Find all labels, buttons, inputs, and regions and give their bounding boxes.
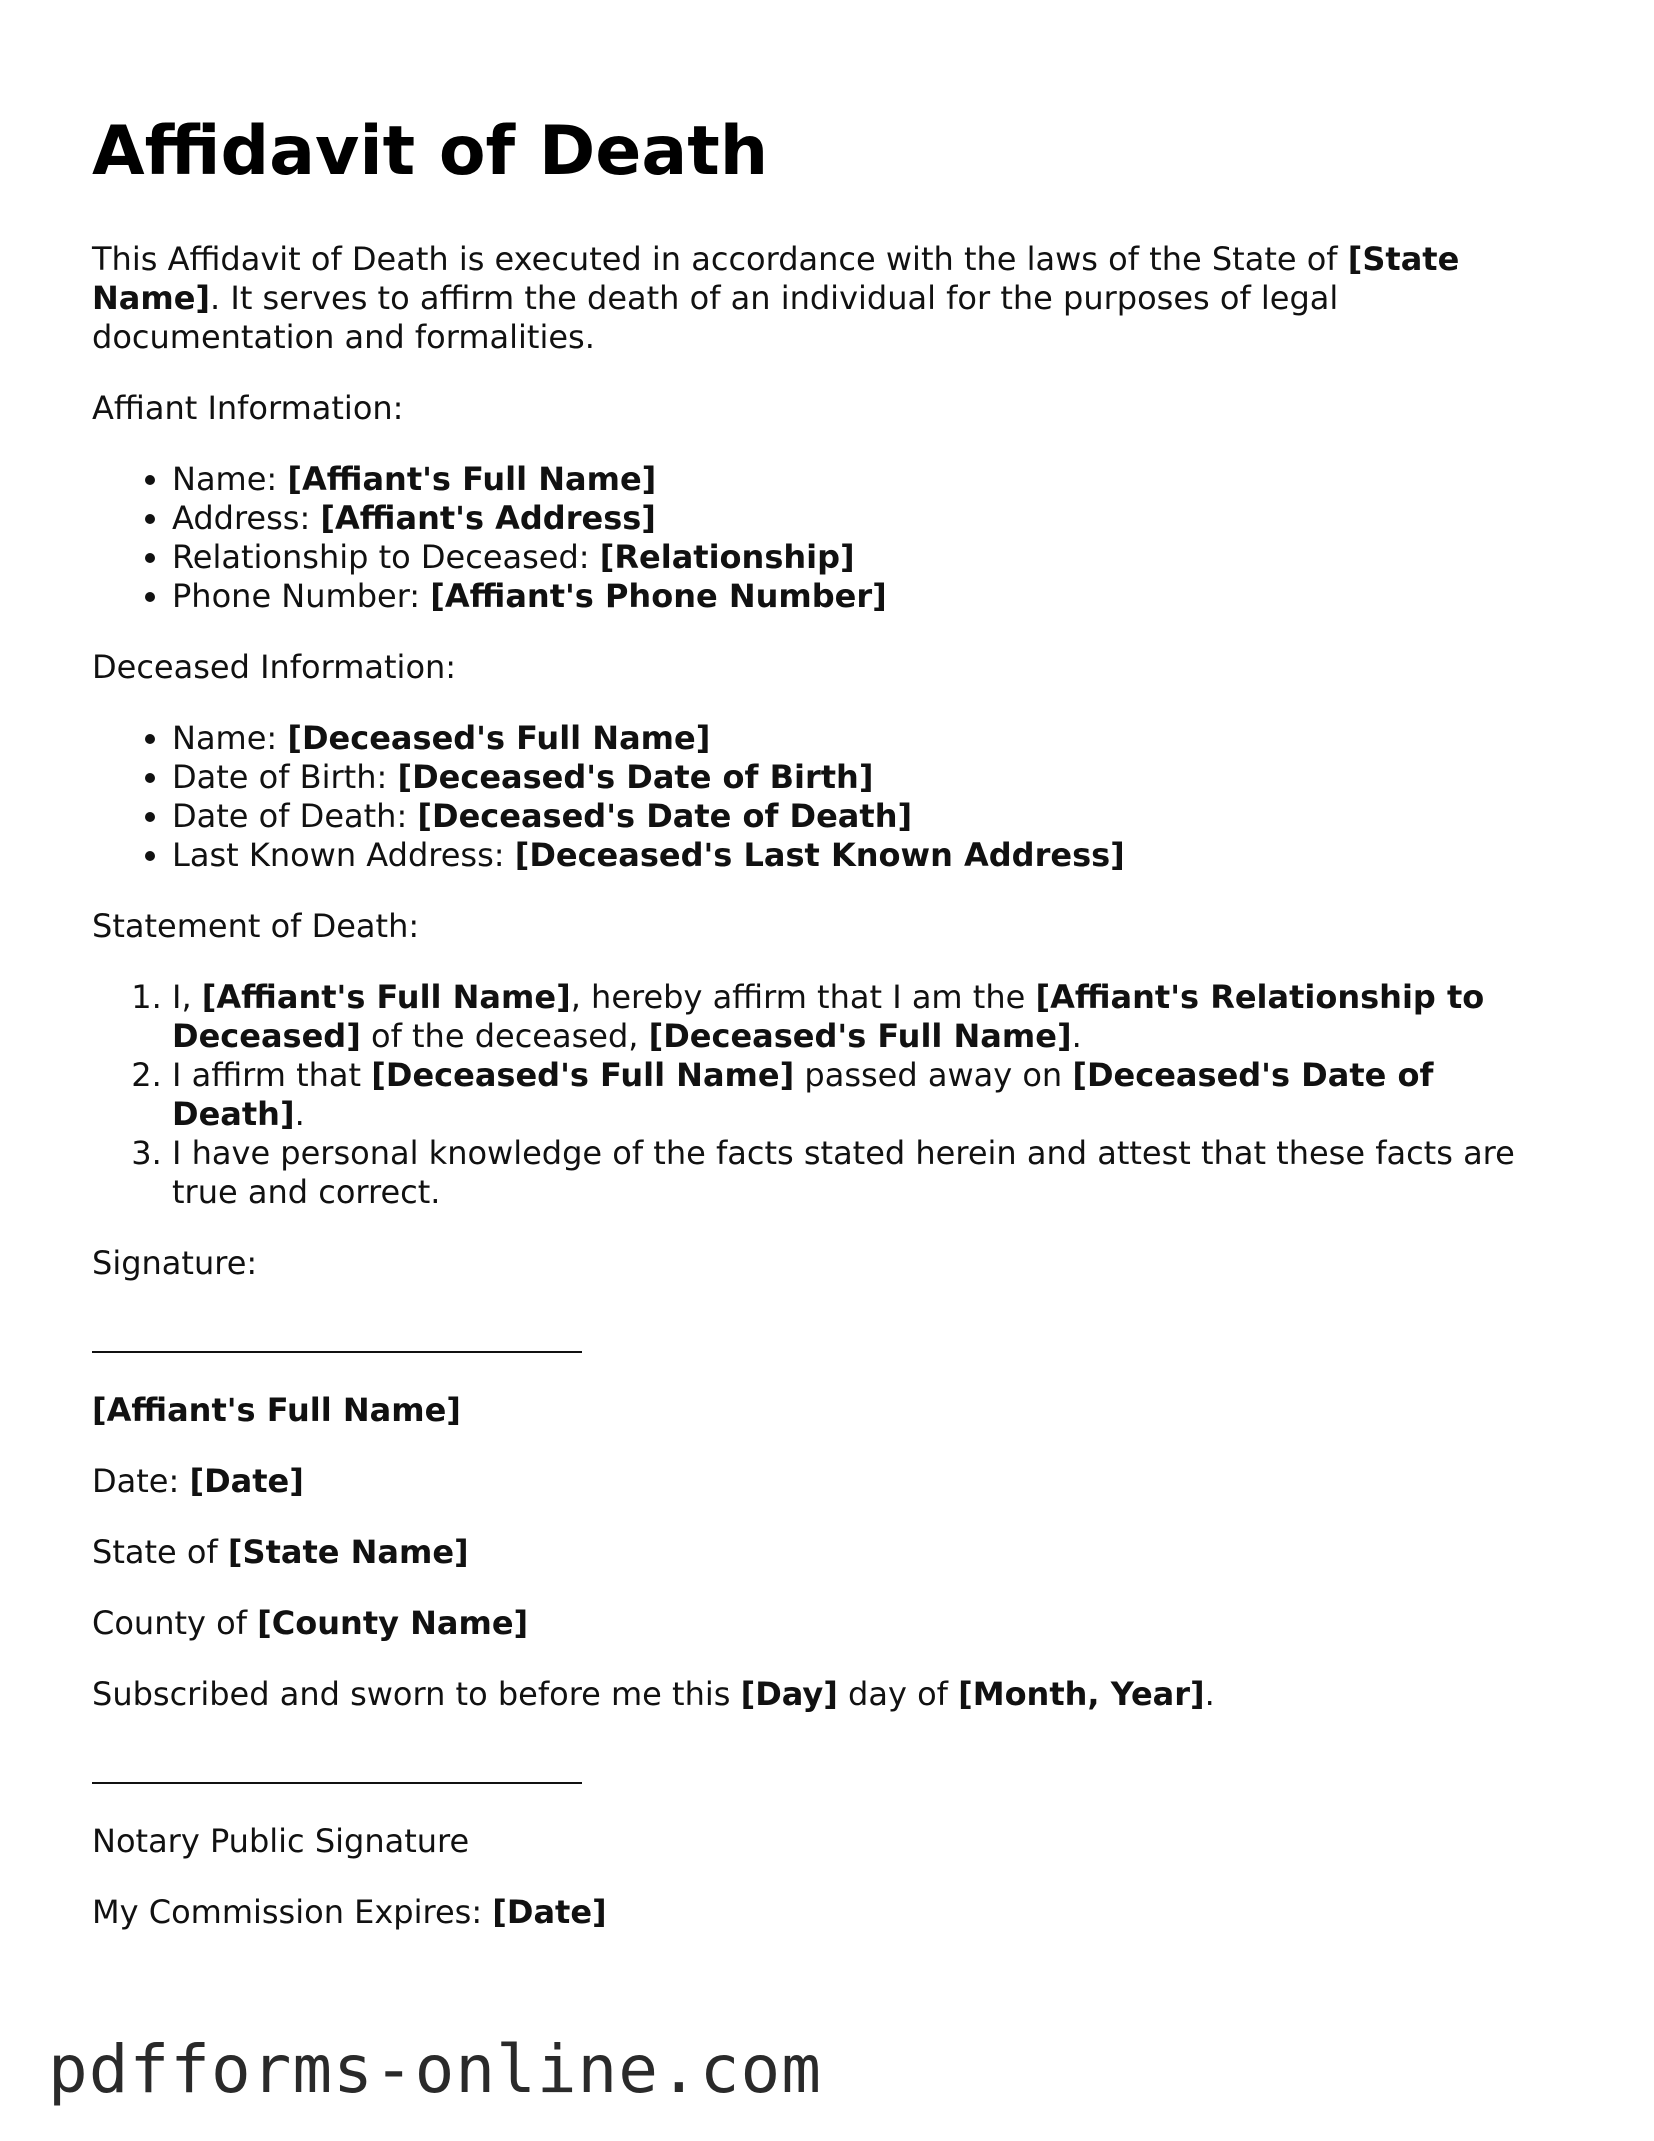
- affiant-signature-line[interactable]: [92, 1351, 582, 1353]
- deceased-address-item: • Last Known Address: [Deceased's Last Known Address]: [172, 836, 1562, 875]
- deceased-death-item: • Date of Death: [Deceased's Date of Death]: [172, 797, 1562, 836]
- statement-heading: Statement of Death:: [92, 907, 420, 945]
- statement-item-3: 3. I have personal knowledge of the facts stated herein and attest that these facts are true and correct.: [172, 1134, 1562, 1212]
- county-line: County of [County Name]: [92, 1604, 529, 1642]
- deceased-list: [92, 719, 1562, 875]
- statement-item-2: 2. I affirm that [Deceased's Full Name] passed away on [Deceased's Date of Death].: [172, 1056, 1562, 1134]
- intro-paragraph: [92, 240, 1562, 357]
- affiant-name-item: • Name: [Affiant's Full Name]: [172, 460, 1562, 499]
- statement-list: [92, 978, 1562, 1212]
- affiant-list: [92, 460, 1562, 616]
- affiant-address-item: • Address: [Affiant's Address]: [172, 499, 1562, 538]
- state-line: State of [State Name]: [92, 1533, 469, 1571]
- commission-expires: My Commission Expires: [Date]: [92, 1893, 607, 1931]
- deceased-birth-item: • Date of Birth: [Deceased's Date of Birth]: [172, 758, 1562, 797]
- signature-heading: Signature:: [92, 1244, 258, 1282]
- affiant-relationship-item: • Relationship to Deceased: [Relationship]: [172, 538, 1562, 577]
- signature-date: Date: [Date]: [92, 1462, 304, 1500]
- notary-signature-label: Notary Public Signature: [92, 1822, 470, 1860]
- sworn-statement: Subscribed and sworn to before me this [Day] day of [Month, Year].: [92, 1675, 1215, 1713]
- affiant-printed-name: [Affiant's Full Name]: [92, 1391, 461, 1429]
- affiant-heading: Affiant Information:: [92, 389, 404, 427]
- deceased-name-item: • Name: [Deceased's Full Name]: [172, 719, 1562, 758]
- notary-signature-line[interactable]: [92, 1782, 582, 1784]
- deceased-heading: Deceased Information:: [92, 648, 457, 686]
- intro-text-continued: . It serves to affirm the death of an individual for the purposes of legal documentation and formalities.: [92, 279, 1339, 356]
- intro-state-placeholder: [State Name]: [92, 240, 1460, 317]
- statement-item-1: 1. I, [Affiant's Full Name], hereby affirm that I am the [Affiant's Relationship to Deceased] of the deceased, [Deceased's Full Name].: [172, 978, 1562, 1056]
- document-page: [92, 112, 1562, 1964]
- affiant-phone-item: • Phone Number: [Affiant's Phone Number]: [172, 577, 1562, 616]
- document-title: Affidavit of Death: [92, 112, 769, 191]
- site-watermark: pdfforms-online.com: [48, 2031, 822, 2108]
- intro-text: This Affidavit of Death is executed in accordance with the laws of the State of: [92, 240, 1348, 278]
